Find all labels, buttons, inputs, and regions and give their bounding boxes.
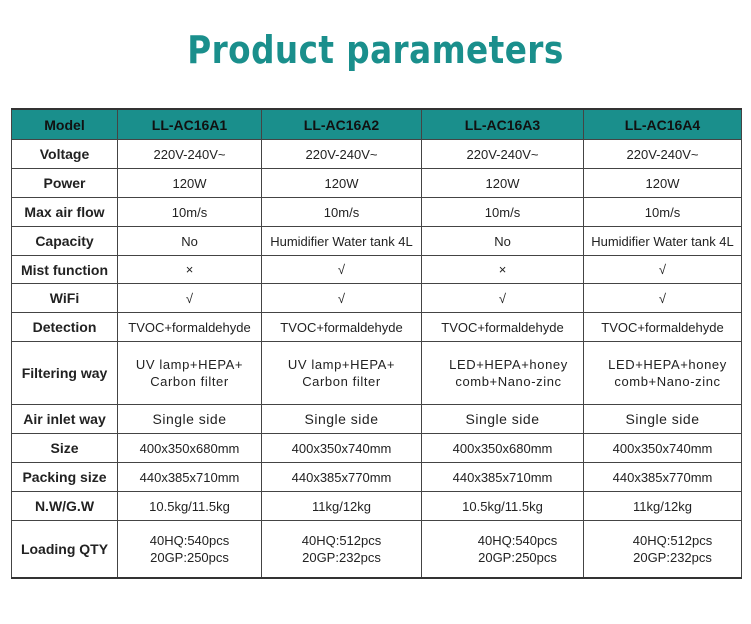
table-cell: × xyxy=(422,256,584,284)
table-cell: No xyxy=(118,227,262,256)
table-cell xyxy=(118,521,262,579)
row-label: Loading QTY xyxy=(12,521,118,579)
table-cell: 400x350x740mm xyxy=(262,434,422,463)
table-cell: Humidifier Water tank 4L xyxy=(584,227,742,256)
table-cell: √ xyxy=(118,284,262,313)
table-row-detection xyxy=(12,313,742,342)
table-row-capacity xyxy=(12,227,742,256)
table-cell: TVOC+formaldehyde xyxy=(118,313,262,342)
row-label: Packing size xyxy=(12,463,118,492)
header-row xyxy=(12,109,742,140)
table-cell xyxy=(262,342,422,405)
model-header: Model xyxy=(12,109,118,140)
table-cell: Single side xyxy=(262,405,422,434)
table-row-wifi xyxy=(12,284,742,313)
table-row-voltage xyxy=(12,140,742,169)
row-label: Size xyxy=(12,434,118,463)
table-cell: Single side xyxy=(118,405,262,434)
table-cell: √ xyxy=(584,256,742,284)
table-cell: 10m/s xyxy=(584,198,742,227)
table-cell: 220V-240V~ xyxy=(118,140,262,169)
table-cell: 440x385x770mm xyxy=(262,463,422,492)
table-row-mist xyxy=(12,256,742,284)
table-cell: 400x350x680mm xyxy=(118,434,262,463)
cell-line: UV lamp+HEPA+ xyxy=(287,357,396,372)
table-cell: 400x350x740mm xyxy=(584,434,742,463)
table-row-airflow xyxy=(12,198,742,227)
model-name: LL-AC16A1 xyxy=(118,109,262,140)
table-row-weight xyxy=(12,492,742,521)
table-cell xyxy=(584,521,742,579)
row-label: Max air flow xyxy=(12,198,118,227)
table-cell: 120W xyxy=(262,169,422,198)
cell-line: 40HQ:540pcs xyxy=(477,533,558,548)
table-cell: Humidifier Water tank 4L xyxy=(262,227,422,256)
cell-line: 20GP:232pcs xyxy=(302,550,381,565)
table-cell: 10.5kg/11.5kg xyxy=(422,492,584,521)
table-cell: × xyxy=(118,256,262,284)
cell-line: UV lamp+HEPA+ xyxy=(135,357,244,372)
table-cell: 120W xyxy=(422,169,584,198)
table-cell xyxy=(262,521,422,579)
cell-line: LED+HEPA+honey xyxy=(449,357,568,372)
table-cell xyxy=(118,342,262,405)
cell-line: 40HQ:512pcs xyxy=(301,533,382,548)
table-row-packing xyxy=(12,463,742,492)
table-cell: √ xyxy=(422,284,584,313)
cell-line: Carbon filter xyxy=(302,374,381,389)
row-label: N.W/G.W xyxy=(12,492,118,521)
table-cell: 11kg/12kg xyxy=(262,492,422,521)
table-row-loading xyxy=(12,521,742,579)
table-cell: 220V-240V~ xyxy=(262,140,422,169)
table-cell: 10.5kg/11.5kg xyxy=(118,492,262,521)
table-cell: 10m/s xyxy=(118,198,262,227)
table-cell: 400x350x680mm xyxy=(422,434,584,463)
table-cell: 11kg/12kg xyxy=(584,492,742,521)
table-cell: 440x385x710mm xyxy=(118,463,262,492)
table-cell: Single side xyxy=(584,405,742,434)
cell-line: Carbon filter xyxy=(150,374,229,389)
table-cell: 10m/s xyxy=(422,198,584,227)
page-title: Product parameters xyxy=(187,28,564,72)
table-cell: √ xyxy=(262,256,422,284)
table-cell: 220V-240V~ xyxy=(422,140,584,169)
cell-line: 20GP:250pcs xyxy=(478,550,557,565)
row-label: Capacity xyxy=(12,227,118,256)
table-cell: 120W xyxy=(584,169,742,198)
table-row-filtering xyxy=(12,342,742,405)
cell-line: LED+HEPA+honey xyxy=(608,357,727,372)
table-cell xyxy=(422,342,584,405)
cell-line: 20GP:250pcs xyxy=(150,550,229,565)
cell-line: 40HQ:512pcs xyxy=(632,533,713,548)
table-cell: TVOC+formaldehyde xyxy=(262,313,422,342)
table-cell: √ xyxy=(262,284,422,313)
row-label: Voltage xyxy=(12,140,118,169)
table-cell: 440x385x710mm xyxy=(422,463,584,492)
table-cell: Single side xyxy=(422,405,584,434)
row-label: Power xyxy=(12,169,118,198)
row-label: Mist function xyxy=(12,256,118,284)
table-cell: 440x385x770mm xyxy=(584,463,742,492)
table-cell: √ xyxy=(584,284,742,313)
cell-line: comb+Nano-zinc xyxy=(614,374,721,389)
table-cell: 220V-240V~ xyxy=(584,140,742,169)
row-label: Detection xyxy=(12,313,118,342)
table-cell xyxy=(584,342,742,405)
table-cell: No xyxy=(422,227,584,256)
row-label: WiFi xyxy=(12,284,118,313)
cell-line: 20GP:232pcs xyxy=(633,550,712,565)
cell-line: comb+Nano-zinc xyxy=(455,374,562,389)
cell-line: 40HQ:540pcs xyxy=(149,533,230,548)
table-row-size xyxy=(12,434,742,463)
table-row-power xyxy=(12,169,742,198)
table-cell: TVOC+formaldehyde xyxy=(422,313,584,342)
table-cell: 10m/s xyxy=(262,198,422,227)
model-name: LL-AC16A3 xyxy=(422,109,584,140)
row-label: Air inlet way xyxy=(12,405,118,434)
table-cell: 120W xyxy=(118,169,262,198)
parameters-table xyxy=(11,108,742,579)
row-label: Filtering way xyxy=(12,342,118,405)
model-name: LL-AC16A4 xyxy=(584,109,742,140)
table-cell: TVOC+formaldehyde xyxy=(584,313,742,342)
table-row-inlet xyxy=(12,405,742,434)
table-cell xyxy=(422,521,584,579)
model-name: LL-AC16A2 xyxy=(262,109,422,140)
